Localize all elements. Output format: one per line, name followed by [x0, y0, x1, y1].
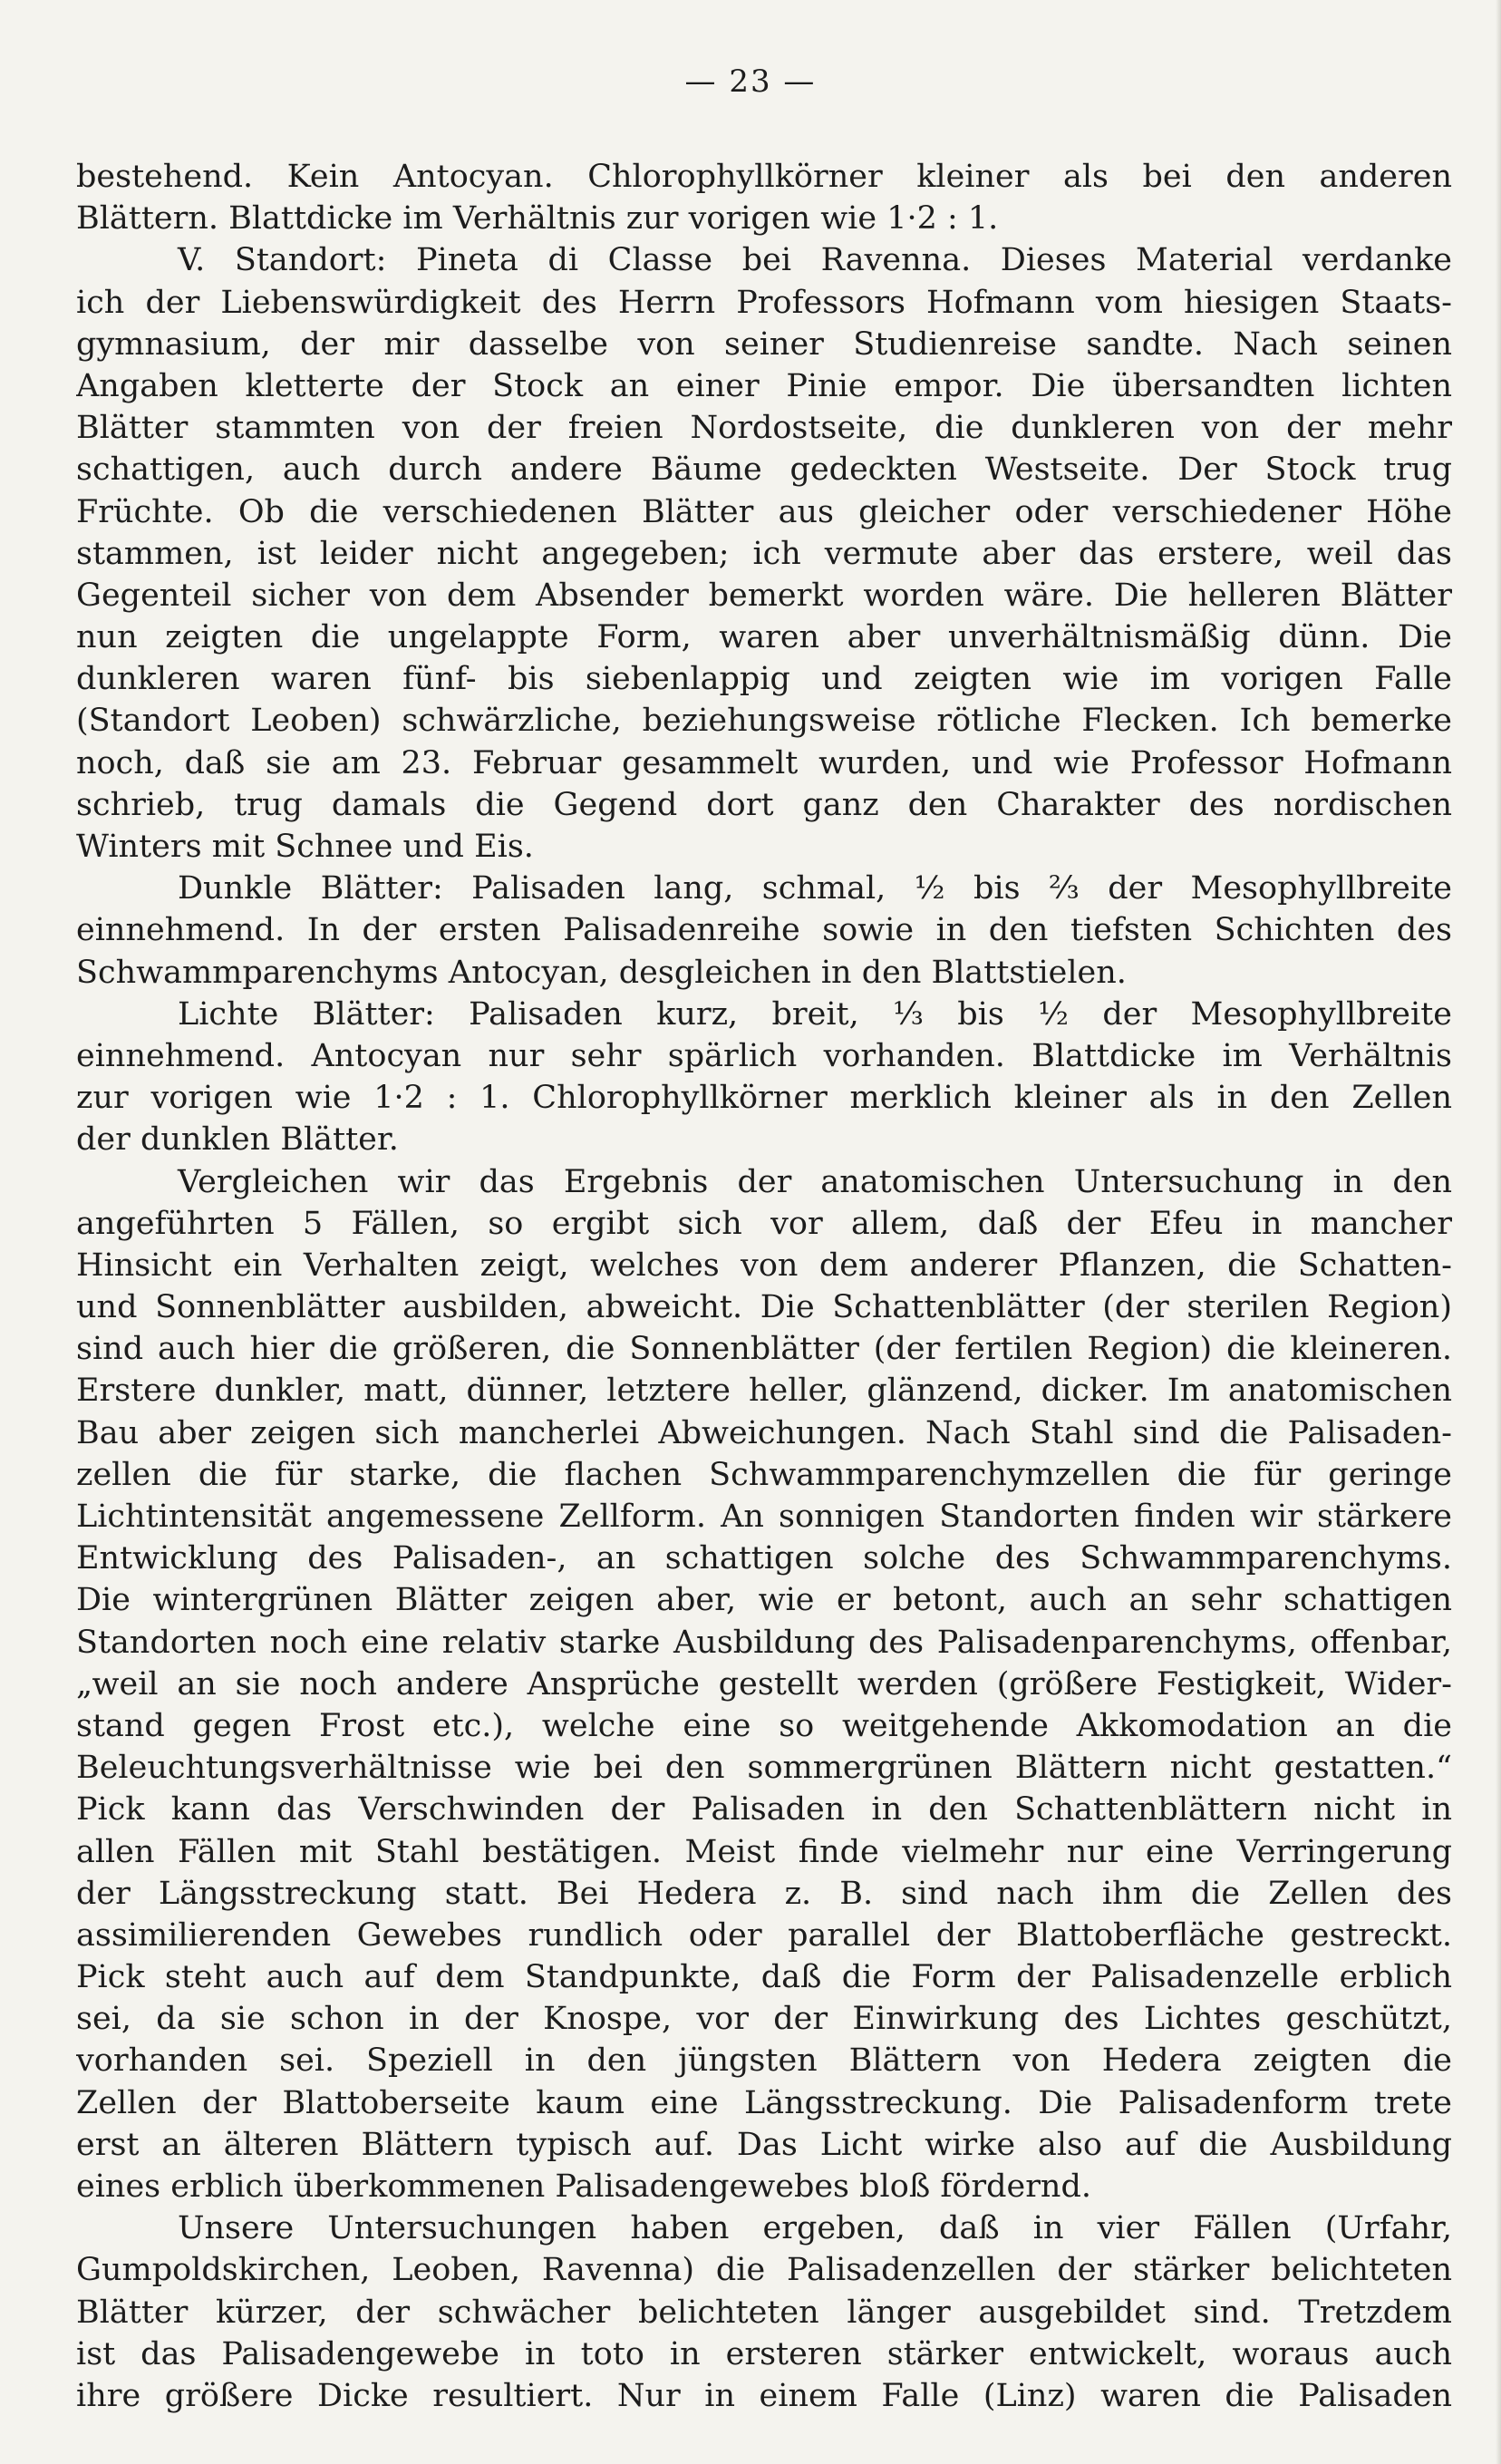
- text-line: zellen die für starke, die flachen Schwammparenchymzellen die für geringe: [76, 1456, 1452, 1493]
- text-line: Gegenteil sicher von dem Absender bemerkt worden wäre. Die helleren Blätter: [76, 577, 1452, 614]
- text-line: eines erblich überkommenen Palisadengewebes bloß fördernd.: [76, 2168, 1091, 2205]
- text-line: Schwammparenchyms Antocyan, desgleichen in den Blattstielen.: [76, 954, 1127, 991]
- text-line: und Sonnenblätter ausbilden, abweicht. Die Schattenblätter (der sterilen Region): [76, 1289, 1452, 1326]
- text-line: Blätter stammten von der freien Nordostseite, die dunkleren von der mehr: [76, 410, 1452, 447]
- text-line: vorhanden sei. Speziell in den jüngsten Blättern von Hedera zeigten die: [76, 2042, 1452, 2080]
- text-line: Erstere dunkler, matt, dünner, letztere heller, glänzend, dicker. Im anatomischen: [76, 1373, 1452, 1410]
- text-line: V. Standort: Pineta di Classe bei Ravenna. Dieses Material verdanke: [178, 242, 1452, 279]
- text-line: einnehmend. Antocyan nur sehr spärlich vorhanden. Blattdicke im Verhältnis: [76, 1037, 1452, 1074]
- text-line: Die wintergrünen Blätter zeigen aber, wie er betont, auch an sehr schattigen: [76, 1582, 1452, 1619]
- text-line: dunkleren waren fünf- bis siebenlappig und zeigten wie im vorigen Falle: [76, 661, 1452, 698]
- text-line: (Standort Leoben) schwärzliche, beziehungsweise rötliche Flecken. Ich bemerke: [76, 703, 1452, 740]
- text-line: stammen, ist leider nicht angegeben; ich vermute aber das erstere, weil das: [76, 535, 1452, 572]
- text-line: ich der Liebenswürdigkeit des Herrn Professors Hofmann vom hiesigen Staats-: [76, 284, 1452, 321]
- text-line: gymnasium, der mir dasselbe von seiner Studienreise sandte. Nach seinen: [76, 325, 1452, 363]
- text-line: Unsere Untersuchungen haben ergeben, daß in vier Fällen (Urfahr,: [178, 2210, 1452, 2247]
- text-line: „weil an sie noch andere Ansprüche gestellt werden (größere Festigkeit, Wider-: [76, 1665, 1452, 1702]
- page-number: — 23 —: [684, 63, 817, 100]
- text-line: zur vorigen wie 1·2 : 1. Chlorophyllkörner merklich kleiner als in den Zellen: [76, 1080, 1452, 1117]
- text-line: sei, da sie schon in der Knospe, vor der Einwirkung des Lichtes geschützt,: [76, 2001, 1452, 2038]
- text-line: Lichtintensität angemessene Zellform. An sonnigen Standorten finden wir stärkere: [76, 1499, 1452, 1535]
- text-line: angeführten 5 Fällen, so ergibt sich vor allem, daß der Efeu in mancher: [76, 1205, 1452, 1242]
- text-line: Zellen der Blattoberseite kaum eine Längsstreckung. Die Palisadenform trete: [76, 2084, 1452, 2121]
- text-line: Entwicklung des Palisaden-, an schattigen solche des Schwammparenchyms.: [76, 1540, 1452, 1577]
- text-line: Dunkle Blätter: Palisaden lang, schmal, ½ bis ⅔ der Mesophyllbreite: [178, 870, 1452, 907]
- text-line: Vergleichen wir das Ergebnis der anatomischen Untersuchung in den: [178, 1163, 1452, 1200]
- text-line: Früchte. Ob die verschiedenen Blätter aus gleicher oder verschiedener Höhe: [76, 493, 1452, 530]
- text-line: Hinsicht ein Verhalten zeigt, welches von dem anderer Pflanzen, die Schatten-: [76, 1247, 1452, 1284]
- page-edge: [1496, 0, 1501, 2464]
- text-line: ihre größere Dicke resultiert. Nur in einem Falle (Linz) waren die Palisaden: [76, 2377, 1452, 2414]
- text-line: Gumpoldskirchen, Leoben, Ravenna) die Palisadenzellen der stärker belichteten: [76, 2252, 1452, 2289]
- text-line: assimilierenden Gewebes rundlich oder parallel der Blattoberfläche gestreckt.: [76, 1916, 1452, 1954]
- text-line: allen Fällen mit Stahl bestätigen. Meist finde vielmehr nur eine Verringerung: [76, 1833, 1452, 1870]
- text-line: der dunklen Blätter.: [76, 1121, 399, 1159]
- text-line: bestehend. Kein Antocyan. Chlorophyllkörner kleiner als bei den anderen: [76, 159, 1452, 195]
- text-line: Winters mit Schnee und Eis.: [76, 829, 534, 865]
- text-line: Lichte Blätter: Palisaden kurz, breit, ⅓ bis ½ der Mesophyllbreite: [178, 995, 1452, 1033]
- text-line: stand gegen Frost etc.), welche eine so weitgehende Akkomodation an die: [76, 1707, 1452, 1744]
- text-line: einnehmend. In der ersten Palisadenreihe sowie in den tiefsten Schichten des: [76, 912, 1452, 949]
- text-line: Blätter kürzer, der schwächer belichteten länger ausgebildet sind. Tretzdem: [76, 2294, 1452, 2331]
- body-text: [76, 156, 1452, 2417]
- text-line: Standorten noch eine relativ starke Ausbildung des Palisadenparenchyms, offenbar,: [76, 1624, 1452, 1661]
- text-line: Pick kann das Verschwinden der Palisaden in den Schattenblättern nicht in: [76, 1791, 1452, 1829]
- text-line: ist das Palisadengewebe in toto in ersteren stärker entwickelt, woraus auch: [76, 2335, 1452, 2372]
- text-line: Beleuchtungsverhältnisse wie bei den sommergrünen Blättern nicht gestatten.“: [76, 1750, 1452, 1787]
- text-line: der Längsstreckung statt. Bei Hedera z. B. sind nach ihm die Zellen des: [76, 1875, 1452, 1912]
- text-line: noch, daß sie am 23. Februar gesammelt wurden, und wie Professor Hofmann: [76, 744, 1452, 781]
- text-line: Blättern. Blattdicke im Verhältnis zur vorigen wie 1·2 : 1.: [76, 200, 999, 238]
- text-line: Bau aber zeigen sich mancherlei Abweichungen. Nach Stahl sind die Palisaden-: [76, 1414, 1452, 1451]
- text-line: Pick steht auch auf dem Standpunkte, daß die Form der Palisadenzelle erblich: [76, 1959, 1452, 1996]
- text-line: schrieb, trug damals die Gegend dort ganz den Charakter des nordischen: [76, 786, 1452, 823]
- text-line: sind auch hier die größeren, die Sonnenblätter (der fertilen Region) die kleineren.: [76, 1331, 1452, 1368]
- text-line: erst an älteren Blättern typisch auf. Das Licht wirke also auf die Ausbildung: [76, 2126, 1452, 2163]
- text-line: Angaben kletterte der Stock an einer Pinie empor. Die übersandten lichten: [76, 367, 1452, 404]
- text-line: nun zeigten die ungelappte Form, waren aber unverhältnismäßig dünn. Die: [76, 619, 1452, 656]
- text-line: schattigen, auch durch andere Bäume gedeckten Westseite. Der Stock trug: [76, 451, 1452, 489]
